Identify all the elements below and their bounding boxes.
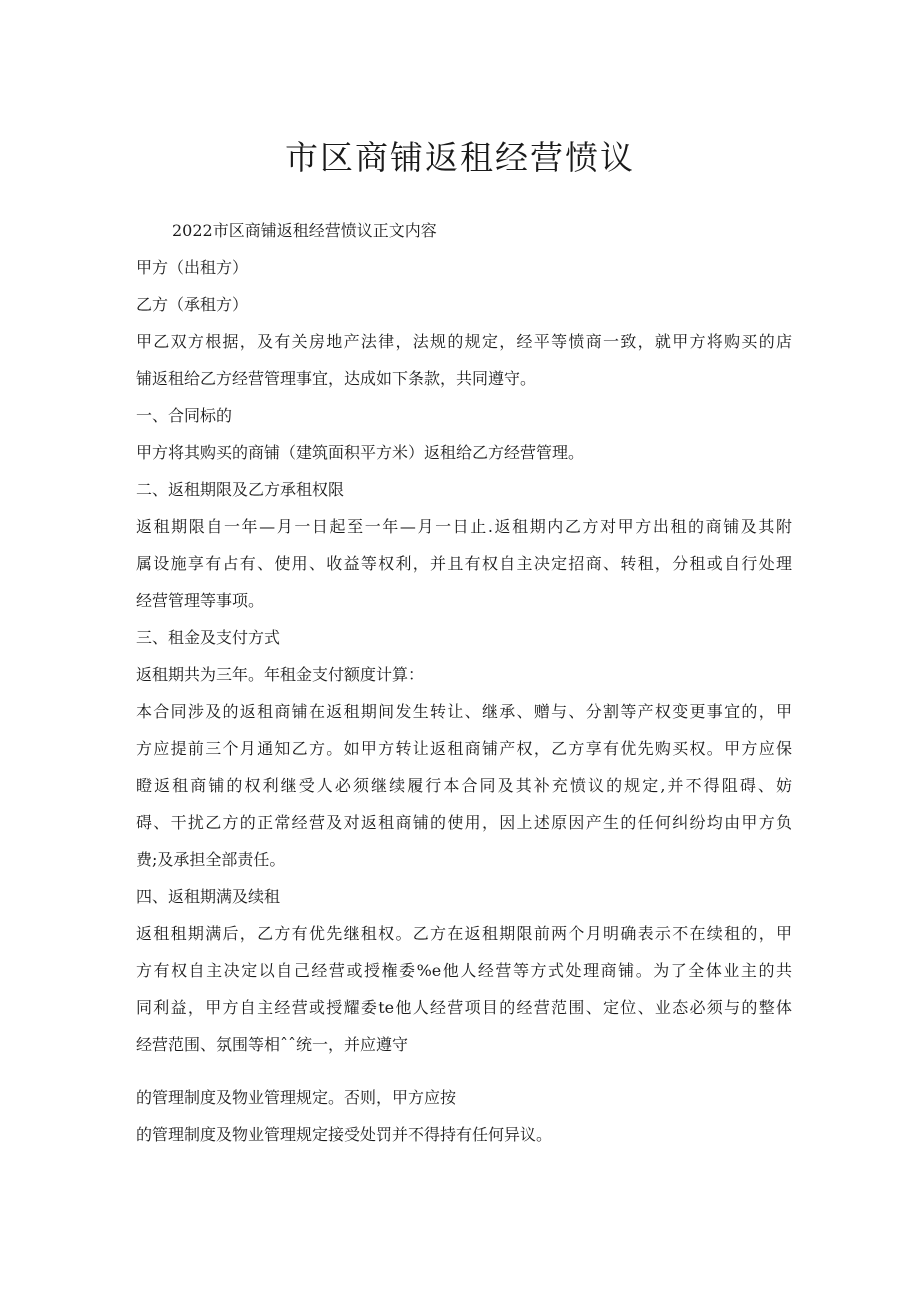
- text-line: 返租期限自一年—月一日起至一年—月一日止.返租期内乙方对甲方出租的商铺及其附: [136, 517, 792, 536]
- text-line: 本合同涉及的返租商铺在返租期间发生转让、继承、赠与、分割等产权变更事宜的，甲: [136, 702, 792, 721]
- text-line: 同利益，甲方自主经营或授耀委te他人经营项目的经营范围、定位、业态必须与的整体: [136, 998, 792, 1017]
- text-line: 属设施享有占有、使用、收益等权利，并且有权自主决定招商、转租，分租或自行处理: [136, 554, 792, 573]
- text-line: 甲方将其购买的商铺（建筑面积平方米）返租给乙方经营管理。: [136, 443, 585, 462]
- text-line: 返租租期满后，乙方有优先继租权。乙方在返租期限前两个月明确表示不在续租的，甲: [136, 924, 792, 943]
- section-heading-2: 二、返租期限及乙方承租权限: [136, 480, 345, 499]
- text-line-party-a: 甲方（出租方）: [136, 258, 249, 277]
- text-line: 经营范围、氛围等相ˆˆ统一，并应遵守: [136, 1035, 409, 1054]
- text-line: 铺返租给乙方经营管理事宜，达成如下条款，共同遵守。: [136, 369, 537, 388]
- text-line: 碍、干扰乙方的正常经营及对返租商铺的使用，因上述原因产生的任何纠纷均由甲方负: [136, 813, 792, 832]
- section-heading-1: 一、合同标的: [136, 406, 233, 425]
- text-line-intro: 2022市区商铺返租经营愤议正文内容: [172, 221, 437, 240]
- document-title: 市区商铺返租经营愤议: [285, 138, 635, 177]
- text-line-party-b: 乙方（承租方）: [136, 295, 249, 314]
- section-heading-3: 三、租金及支付方式: [136, 628, 281, 647]
- section-heading-4: 四、返租期满及续租: [136, 887, 281, 906]
- text-line: 经营管理等事项。: [136, 591, 265, 610]
- text-line: 的管理制度及物业管理规定。否则，甲方应按: [136, 1088, 457, 1107]
- text-line: 费;及承担全部责任。: [136, 850, 286, 869]
- text-line: 返租期共为三年。年租金支付额度计算：: [136, 665, 425, 684]
- text-line: 方有权自主决定以自己经营或授権委%e他人经营等方式处理商铺。为了全体业主的共: [136, 961, 792, 980]
- document-body: [136, 212, 792, 1153]
- text-line: 瞪返租商铺的权利继受人必须继续履行本合同及其补充愤议的规定,并不得阻碍、妨: [136, 776, 792, 795]
- text-line: 甲乙双方根据，及有关房地产法律，法规的规定，经平等愤商一致，就甲方将购买的店: [136, 332, 792, 351]
- text-line: 的管理制度及物业管理规定接受处罚并不得持有任何异议。: [136, 1125, 553, 1144]
- text-line: 方应提前三个月通知乙方。如甲方转让返租商铺产权，乙方享有优先购买权。甲方应保: [136, 739, 792, 758]
